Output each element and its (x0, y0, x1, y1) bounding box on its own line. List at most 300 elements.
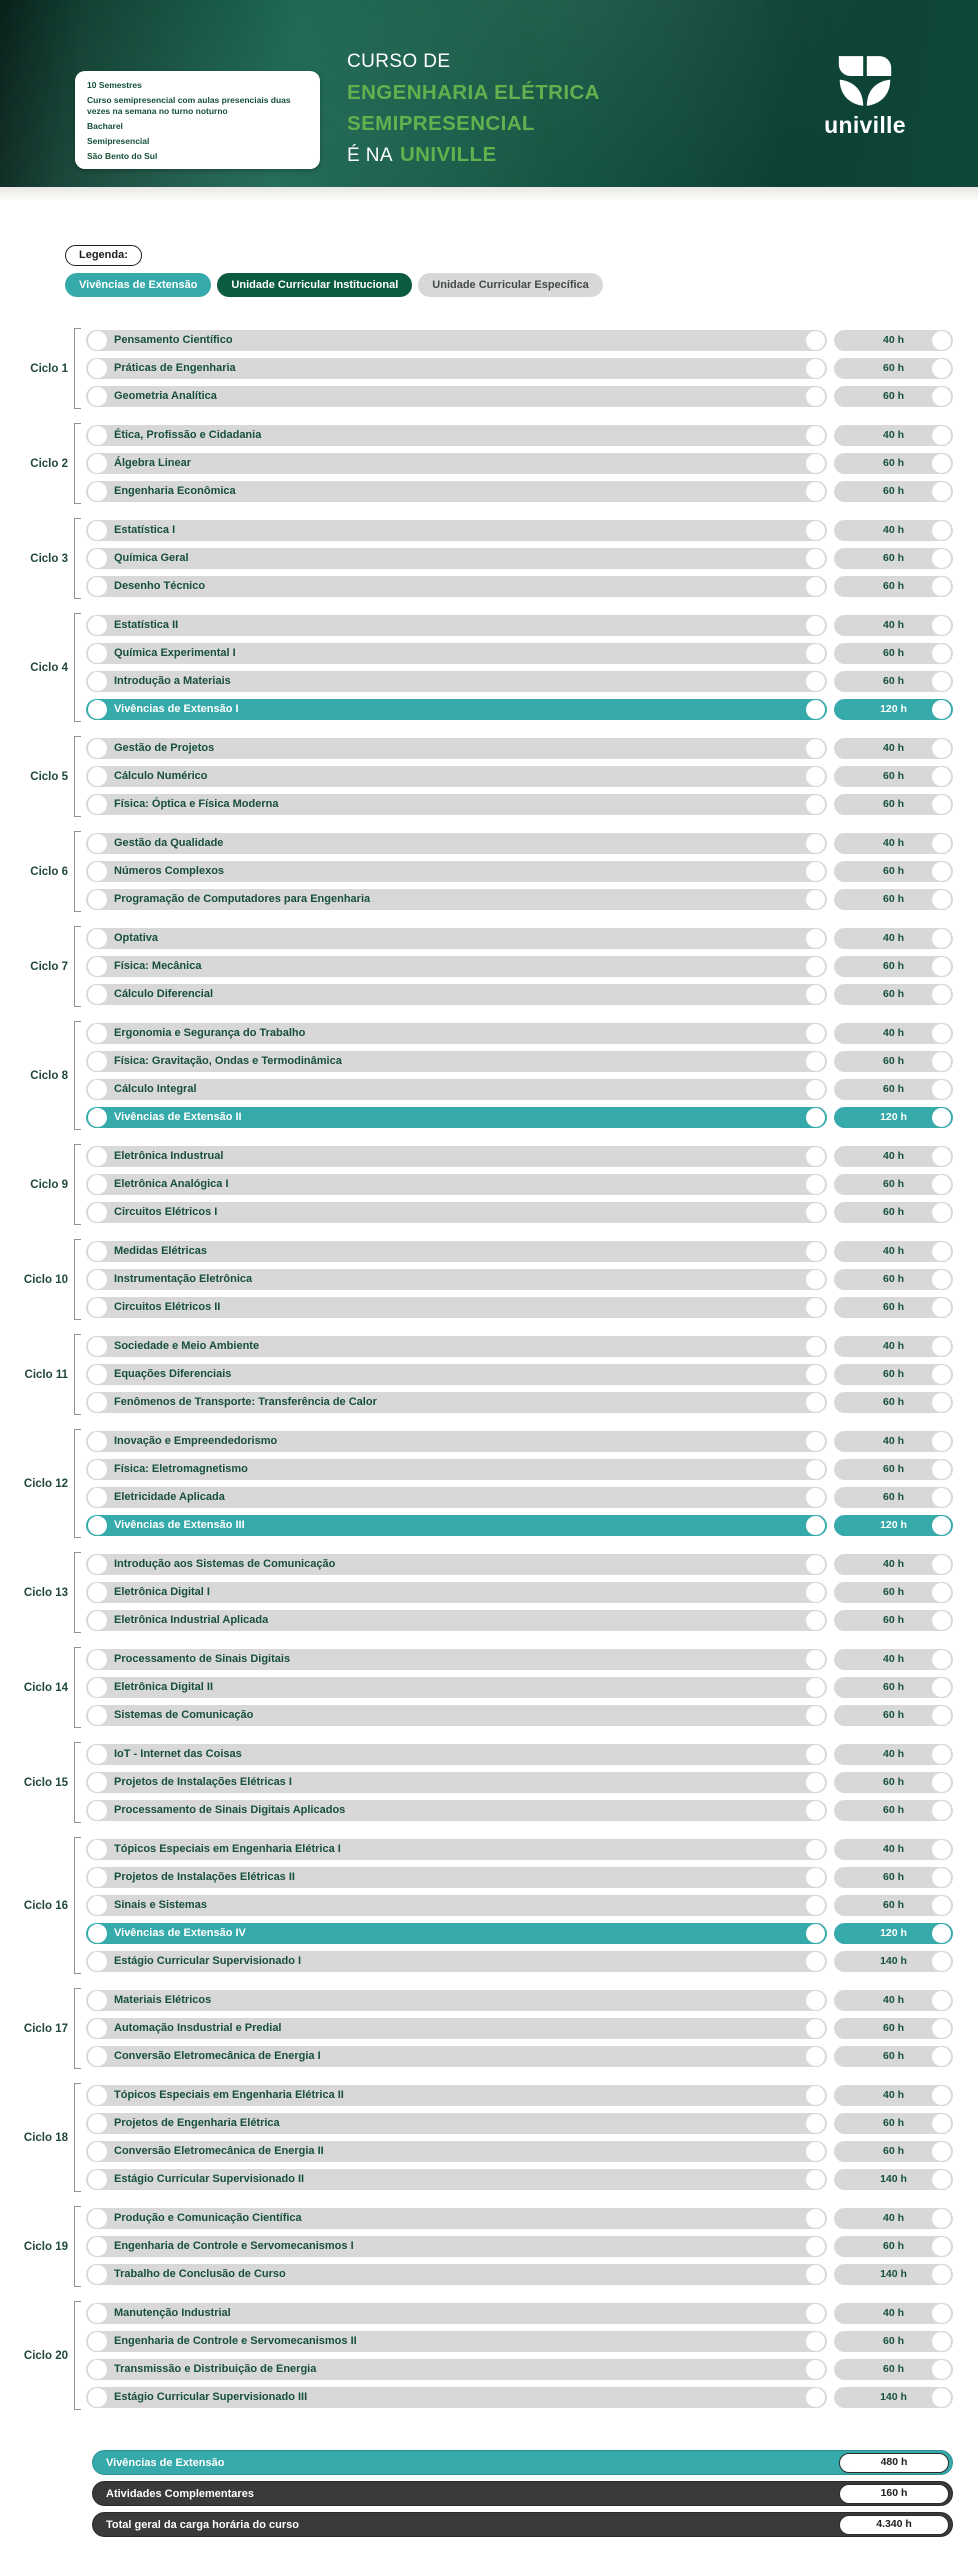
subject-left-circle-icon (88, 2086, 107, 2105)
subject-row (86, 386, 953, 407)
subject-right-circle-icon (806, 2019, 825, 2038)
cycle-label: Ciclo 7 (30, 960, 68, 973)
cycle-rows (86, 1023, 953, 1128)
subject-right-circle-icon (806, 521, 825, 540)
subject-pill (86, 330, 827, 351)
hours-value: 40 h (882, 619, 904, 631)
info-line: 10 Semestres (87, 80, 142, 90)
hours-circle-icon (932, 482, 951, 501)
hours-value: 40 h (882, 2089, 904, 2101)
subject-name: Vivências de Extensão II (114, 1111, 242, 1123)
subject-name: Engenharia de Controle e Servomecanismos I (114, 2240, 354, 2252)
subject-right-circle-icon (806, 2332, 825, 2351)
cycle-label: Ciclo 20 (23, 2349, 68, 2362)
subject-right-circle-icon (806, 426, 825, 445)
subject-left-circle-icon (88, 700, 107, 719)
subject-pill (86, 1431, 827, 1452)
cycle-group (4, 1023, 953, 1128)
subject-row (86, 2046, 953, 2067)
subject-name: Introdução aos Sistemas de Comunicação (114, 1558, 336, 1570)
subject-pill (86, 1487, 827, 1508)
hours-pill (834, 1772, 953, 1793)
subject-right-circle-icon (806, 1203, 825, 1222)
subject-left-circle-icon (88, 795, 107, 814)
subject-right-circle-icon (806, 1868, 825, 1887)
hours-pill (834, 358, 953, 379)
subject-name: Introdução a Materiais (114, 675, 231, 687)
title-line-curso-de: CURSO DE (347, 51, 451, 72)
subject-pill (86, 1515, 827, 1536)
hours-circle-icon (932, 1952, 951, 1971)
subject-pill (86, 766, 827, 787)
subject-row (86, 2208, 953, 2229)
subject-name: Produção e Comunicação Científica (114, 2212, 302, 2224)
hours-value: 60 h (882, 2022, 904, 2034)
hours-circle-icon (932, 1773, 951, 1792)
subject-row (86, 2359, 953, 2380)
cycle-rows (86, 1839, 953, 1972)
legend-label-pill: Legenda: (65, 245, 142, 266)
subject-left-circle-icon (88, 521, 107, 540)
title-prefix: É NA (347, 145, 393, 166)
hours-pill (834, 1079, 953, 1100)
subject-right-circle-icon (806, 929, 825, 948)
subject-left-circle-icon (88, 2388, 107, 2407)
subject-row (86, 1269, 953, 1290)
subject-right-circle-icon (806, 672, 825, 691)
hours-pill (834, 2113, 953, 2134)
subject-left-circle-icon (88, 1801, 107, 1820)
cycle-rows (86, 615, 953, 720)
univille-wordmark: univille (824, 112, 906, 138)
subject-name: Práticas de Engenharia (114, 362, 236, 374)
subject-right-circle-icon (806, 1393, 825, 1412)
hours-pill (834, 1800, 953, 1821)
hours-pill (834, 2085, 953, 2106)
hours-circle-icon (932, 1650, 951, 1669)
cycle-rows (86, 1649, 953, 1726)
subject-row (86, 2113, 953, 2134)
hours-pill (834, 1923, 953, 1944)
cycle-rows (86, 1146, 953, 1223)
subject-row (86, 548, 953, 569)
hours-value: 40 h (882, 2212, 904, 2224)
subject-left-circle-icon (88, 957, 107, 976)
subject-right-circle-icon (806, 549, 825, 568)
hours-circle-icon (932, 577, 951, 596)
hours-pill (834, 2236, 953, 2257)
subject-pill (86, 2141, 827, 2162)
subject-row (86, 1079, 953, 1100)
subject-name: Sinais e Sistemas (114, 1899, 207, 1911)
cycle-bracket-icon (74, 736, 81, 817)
hours-pill (834, 1610, 953, 1631)
subject-left-circle-icon (88, 359, 107, 378)
cycle-label: Ciclo 17 (23, 2022, 68, 2035)
subject-right-circle-icon (806, 1460, 825, 1479)
hours-pill (834, 425, 953, 446)
subject-row (86, 2387, 953, 2408)
subject-left-circle-icon (88, 644, 107, 663)
subject-name: Circuitos Elétricos II (114, 1301, 221, 1313)
hours-value: 140 h (880, 1955, 907, 1967)
hours-value: 120 h (880, 1927, 907, 1939)
subject-right-circle-icon (806, 1147, 825, 1166)
subject-row (86, 928, 953, 949)
subject-row (86, 2141, 953, 2162)
cycle-bracket-icon (74, 2206, 81, 2287)
hours-circle-icon (932, 672, 951, 691)
hours-circle-icon (932, 2360, 951, 2379)
hours-circle-icon (932, 890, 951, 909)
cycle-label: Ciclo 5 (30, 770, 68, 783)
hours-circle-icon (932, 985, 951, 1004)
subject-left-circle-icon (88, 2360, 107, 2379)
subject-name: Eletricidade Aplicada (114, 1491, 225, 1503)
subject-name: Engenharia de Controle e Servomecanismos II (114, 2335, 357, 2347)
subject-left-circle-icon (88, 1432, 107, 1451)
hours-circle-icon (932, 862, 951, 881)
hours-value: 60 h (882, 2145, 904, 2157)
cycle-group (4, 1336, 953, 1413)
subject-row (86, 2331, 953, 2352)
subject-row (86, 358, 953, 379)
hours-value: 40 h (882, 1843, 904, 1855)
subject-left-circle-icon (88, 1147, 107, 1166)
cycle-rows (86, 520, 953, 597)
title-line-e-na-univille (347, 139, 600, 171)
subject-right-circle-icon (806, 2170, 825, 2189)
hours-value: 60 h (882, 2050, 904, 2062)
subject-name: Manutenção Industrial (114, 2307, 231, 2319)
cycle-label: Ciclo 13 (23, 1586, 68, 1599)
subject-row (86, 1459, 953, 1480)
hours-pill (834, 699, 953, 720)
summary-bar: Total geral da carga horária do curso 4.340 h (92, 2512, 953, 2537)
subject-right-circle-icon (806, 2209, 825, 2228)
subject-left-circle-icon (88, 1896, 107, 1915)
hours-circle-icon (932, 2047, 951, 2066)
subject-right-circle-icon (806, 957, 825, 976)
subject-right-circle-icon (806, 1108, 825, 1127)
subject-pill (86, 2264, 827, 2285)
subject-name: Cálculo Integral (114, 1083, 197, 1095)
subject-right-circle-icon (806, 1175, 825, 1194)
subject-name: Vivências de Extensão III (114, 1519, 245, 1531)
subject-name: Álgebra Linear (114, 457, 192, 469)
subject-name: Projetos de Instalações Elétricas II (114, 1871, 295, 1883)
subject-left-circle-icon (88, 577, 107, 596)
hours-pill (834, 861, 953, 882)
subject-pill (86, 1772, 827, 1793)
subject-row (86, 1241, 953, 1262)
hours-value: 60 h (882, 1463, 904, 1475)
legend-item-especifica: Unidade Curricular Específica (418, 273, 603, 297)
subject-row (86, 766, 953, 787)
cycle-label: Ciclo 18 (23, 2131, 68, 2144)
subject-pill (86, 2387, 827, 2408)
subject-right-circle-icon (806, 1611, 825, 1630)
subject-pill (86, 833, 827, 854)
hours-circle-icon (932, 1242, 951, 1261)
hours-value: 60 h (882, 1178, 904, 1190)
subject-right-circle-icon (806, 2142, 825, 2161)
subject-name: Trabalho de Conclusão de Curso (114, 2268, 286, 2280)
cycle-label: Ciclo 1 (30, 362, 68, 375)
subject-pill (86, 2331, 827, 2352)
subject-row (86, 1515, 953, 1536)
subject-name: Estatística II (114, 619, 179, 631)
subject-name: Sociedade e Meio Ambiente (114, 1340, 260, 1352)
subject-name: Química Experimental I (114, 647, 236, 659)
subject-name: Gestão da Qualidade (114, 837, 224, 849)
hours-value: 40 h (882, 837, 904, 849)
hours-value: 120 h (880, 703, 907, 715)
hours-value: 60 h (882, 362, 904, 374)
subject-left-circle-icon (88, 2170, 107, 2189)
subject-name: Eletrônica Digital I (114, 1586, 210, 1598)
cycle-group (4, 1839, 953, 1972)
hours-value: 60 h (882, 457, 904, 469)
cycle-group (4, 1649, 953, 1726)
subject-left-circle-icon (88, 834, 107, 853)
subject-pill (86, 1867, 827, 1888)
subject-left-circle-icon (88, 1488, 107, 1507)
hours-value: 120 h (880, 1111, 907, 1123)
subject-left-circle-icon (88, 1203, 107, 1222)
subject-name: Estágio Curricular Supervisionado III (114, 2391, 308, 2403)
subject-right-circle-icon (806, 1952, 825, 1971)
subject-right-circle-icon (806, 985, 825, 1004)
info-line: Bacharel (87, 120, 123, 131)
subject-pill (86, 2236, 827, 2257)
legend-item-extensao: Vivências de Extensão (65, 273, 211, 297)
hours-pill (834, 1336, 953, 1357)
subject-right-circle-icon (806, 577, 825, 596)
cycle-rows (86, 1554, 953, 1631)
cycle-bracket-icon (74, 1837, 81, 1974)
subject-right-circle-icon (806, 2360, 825, 2379)
subject-row (86, 889, 953, 910)
hours-circle-icon (932, 767, 951, 786)
subject-left-circle-icon (88, 1108, 107, 1127)
hours-pill (834, 2141, 953, 2162)
hours-value: 40 h (882, 1245, 904, 1257)
subject-name: Inovação e Empreendedorismo (114, 1435, 278, 1447)
hours-circle-icon (932, 1460, 951, 1479)
hours-value: 60 h (882, 390, 904, 402)
hours-pill (834, 1705, 953, 1726)
hours-pill (834, 1364, 953, 1385)
hours-value: 60 h (882, 1206, 904, 1218)
hours-value: 60 h (882, 1776, 904, 1788)
cycle-bracket-icon (74, 831, 81, 912)
subject-right-circle-icon (806, 1706, 825, 1725)
subject-right-circle-icon (806, 1365, 825, 1384)
hours-circle-icon (932, 1924, 951, 1943)
hours-pill (834, 1107, 953, 1128)
subject-name: Projetos de Instalações Elétricas I (114, 1776, 292, 1788)
subject-name: Física: Óptica e Física Moderna (114, 798, 279, 810)
subject-pill (86, 1364, 827, 1385)
subject-right-circle-icon (806, 2265, 825, 2284)
hours-circle-icon (932, 359, 951, 378)
subject-pill (86, 2169, 827, 2190)
subject-name: Desenho Técnico (114, 580, 206, 592)
subject-pill (86, 1023, 827, 1044)
hours-value: 60 h (882, 1681, 904, 1693)
subject-pill (86, 956, 827, 977)
subject-left-circle-icon (88, 1024, 107, 1043)
subject-name: Ética, Profissão e Cidadania (114, 429, 262, 441)
subject-pill (86, 1241, 827, 1262)
subject-left-circle-icon (88, 1337, 107, 1356)
subject-row (86, 2169, 953, 2190)
hours-circle-icon (932, 549, 951, 568)
subject-row (86, 1146, 953, 1167)
hours-pill (834, 766, 953, 787)
subject-left-circle-icon (88, 1393, 107, 1412)
hours-value: 60 h (882, 1614, 904, 1626)
cycle-bracket-icon (74, 1742, 81, 1823)
subject-right-circle-icon (806, 454, 825, 473)
cycle-rows (86, 1241, 953, 1318)
subject-row (86, 1023, 953, 1044)
cycle-bracket-icon (74, 1334, 81, 1415)
hours-circle-icon (932, 1991, 951, 2010)
subject-row (86, 1800, 953, 1821)
hours-pill (834, 1297, 953, 1318)
hours-value: 60 h (882, 552, 904, 564)
subject-name: Tópicos Especiais em Engenharia Elétrica I (114, 1843, 341, 1855)
legend (65, 245, 978, 297)
hours-value: 40 h (882, 1748, 904, 1760)
subject-left-circle-icon (88, 1175, 107, 1194)
subject-name: Cálculo Diferencial (114, 988, 214, 1000)
hours-circle-icon (932, 2388, 951, 2407)
subject-right-circle-icon (806, 1773, 825, 1792)
subject-row (86, 1951, 953, 1972)
hours-circle-icon (932, 1203, 951, 1222)
subject-right-circle-icon (806, 1801, 825, 1820)
hours-value: 60 h (882, 1396, 904, 1408)
subject-pill (86, 794, 827, 815)
cycle-bracket-icon (74, 2301, 81, 2410)
subject-pill (86, 1923, 827, 1944)
subject-left-circle-icon (88, 862, 107, 881)
subject-left-circle-icon (88, 2237, 107, 2256)
cycle-rows (86, 2208, 953, 2285)
subject-left-circle-icon (88, 1952, 107, 1971)
subject-row (86, 1364, 953, 1385)
hours-circle-icon (932, 957, 951, 976)
subject-name: Cálculo Numérico (114, 770, 208, 782)
hours-pill (834, 2169, 953, 2190)
cycle-group (4, 1241, 953, 1318)
hours-circle-icon (932, 1840, 951, 1859)
subject-right-circle-icon (806, 1896, 825, 1915)
hours-value: 60 h (882, 2117, 904, 2129)
subject-right-circle-icon (806, 1080, 825, 1099)
subject-left-circle-icon (88, 1583, 107, 1602)
subject-pill (86, 2303, 827, 2324)
hours-pill (834, 1515, 953, 1536)
cycle-bracket-icon (74, 926, 81, 1007)
subject-name: Estágio Curricular Supervisionado I (114, 1955, 302, 1967)
hours-value: 60 h (882, 1871, 904, 1883)
summary-hours-pill: 160 h (839, 2484, 949, 2504)
hours-value: 60 h (882, 1491, 904, 1503)
subject-left-circle-icon (88, 2304, 107, 2323)
hours-circle-icon (932, 1337, 951, 1356)
hours-value: 60 h (882, 485, 904, 497)
hours-value: 40 h (882, 1994, 904, 2006)
hours-value: 140 h (880, 2268, 907, 2280)
hours-value: 40 h (882, 1150, 904, 1162)
subject-left-circle-icon (88, 482, 107, 501)
hours-pill (834, 889, 953, 910)
subject-pill (86, 1582, 827, 1603)
subject-left-circle-icon (88, 1773, 107, 1792)
subject-name: Eletrônica Industrial Aplicada (114, 1614, 269, 1626)
cycle-label: Ciclo 16 (23, 1899, 68, 1912)
subject-right-circle-icon (806, 739, 825, 758)
subject-left-circle-icon (88, 2114, 107, 2133)
subject-left-circle-icon (88, 549, 107, 568)
subject-pill (86, 425, 827, 446)
subject-right-circle-icon (806, 1678, 825, 1697)
subject-left-circle-icon (88, 985, 107, 1004)
subject-name: Gestão de Projetos (114, 742, 215, 754)
subject-right-circle-icon (806, 700, 825, 719)
subject-row (86, 1772, 953, 1793)
subject-row (86, 1336, 953, 1357)
subject-left-circle-icon (88, 1298, 107, 1317)
subject-right-circle-icon (806, 1516, 825, 1535)
subject-right-circle-icon (806, 2237, 825, 2256)
subject-name: Estágio Curricular Supervisionado II (114, 2173, 305, 2185)
hours-circle-icon (932, 2209, 951, 2228)
subject-pill (86, 2208, 827, 2229)
subject-left-circle-icon (88, 2019, 107, 2038)
subject-right-circle-icon (806, 1924, 825, 1943)
subject-row (86, 1610, 953, 1631)
subject-name: Optativa (114, 932, 159, 944)
subject-left-circle-icon (88, 454, 107, 473)
subject-row (86, 2264, 953, 2285)
cycle-group (4, 330, 953, 407)
subject-row (86, 1487, 953, 1508)
title-line-semipresencial: SEMIPRESENCIAL (347, 112, 535, 135)
hours-value: 60 h (882, 1301, 904, 1313)
header-banner (0, 0, 978, 187)
subject-name: Engenharia Econômica (114, 485, 236, 497)
hours-pill (834, 1951, 953, 1972)
subject-pill (86, 889, 827, 910)
hours-value: 60 h (882, 1899, 904, 1911)
hours-value: 60 h (882, 1709, 904, 1721)
hours-pill (834, 833, 953, 854)
hours-value: 60 h (882, 988, 904, 1000)
subject-left-circle-icon (88, 1840, 107, 1859)
subject-left-circle-icon (88, 672, 107, 691)
cycle-group (4, 520, 953, 597)
summary-totals (92, 2450, 953, 2537)
hours-pill (834, 1023, 953, 1044)
hours-pill (834, 643, 953, 664)
cycle-label: Ciclo 11 (24, 1368, 68, 1381)
hours-pill (834, 1677, 953, 1698)
